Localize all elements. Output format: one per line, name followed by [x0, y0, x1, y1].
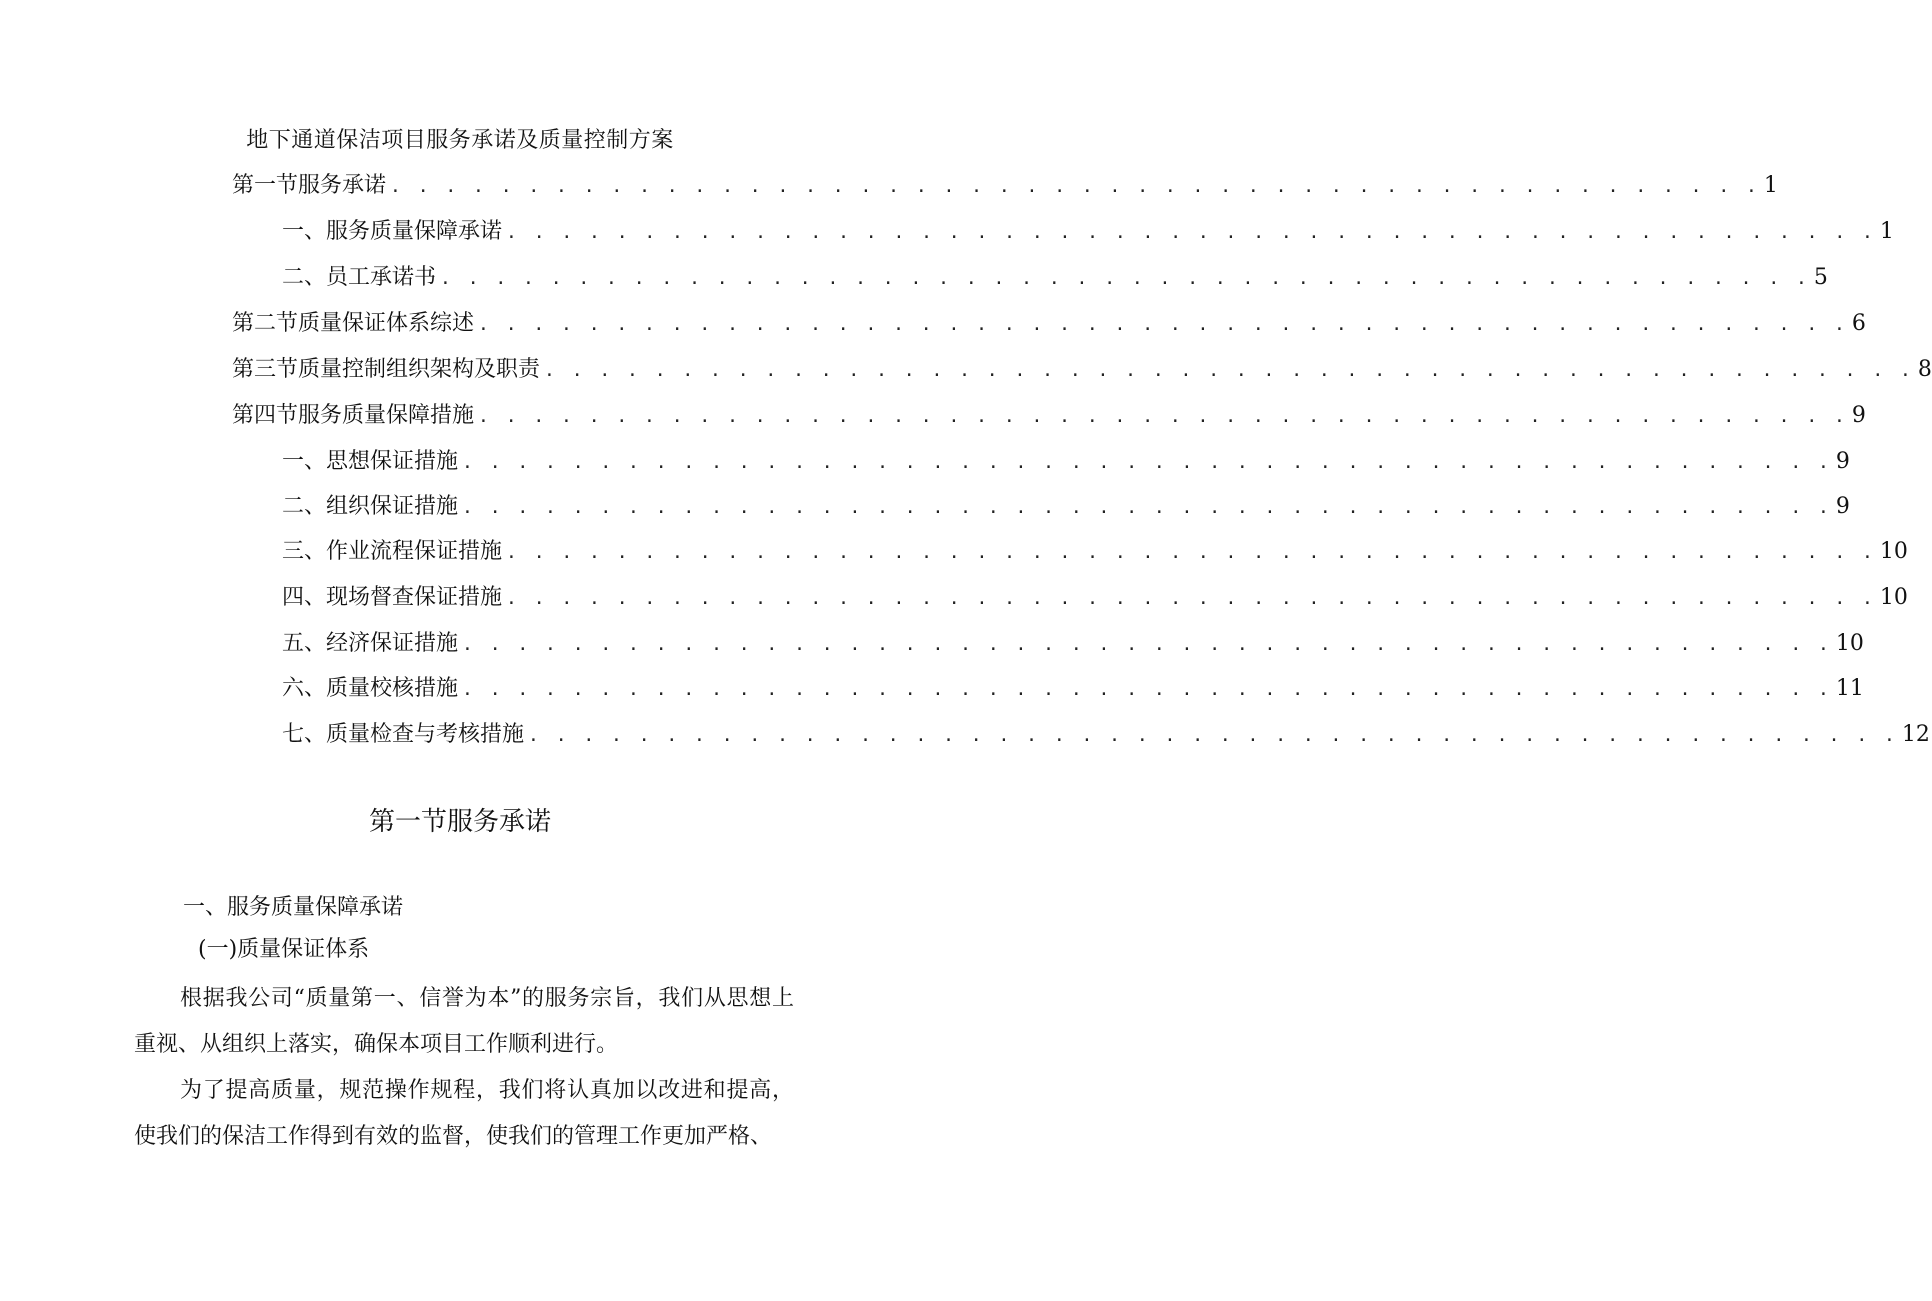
toc-entry[interactable]: [232, 168, 1778, 204]
toc-entry-page: 8: [1917, 357, 1932, 382]
toc-entry-page: 10: [1879, 539, 1908, 564]
toc-entry-page: 6: [1851, 311, 1866, 336]
toc-entry-label: 二、员工承诺书: [282, 265, 437, 290]
body-paragraph: 为了提高质量，规范操作规程，我们将认真加以改进和提高，使我们的保洁工作得到有效的监督，使我们的管理工作更加严格、: [134, 1078, 794, 1149]
toc-entry[interactable]: [282, 214, 1894, 250]
toc-leader-dots: . . . . . . . . . . . . . . . . . . . . . . . . . . . . . . . . . . . . . . . . . . . . . . . . . .: [462, 497, 1832, 518]
toc-entry[interactable]: [232, 398, 1866, 434]
toc-entry[interactable]: [282, 580, 1908, 616]
toc-entry-page: 5: [1813, 265, 1828, 290]
toc-entry-label: 四、现场督查保证措施: [282, 585, 503, 610]
toc-leader-dots: . . . . . . . . . . . . . . . . . . . . . . . . . . . . . . . . . . . . . . . . . . . . . . . . . .: [544, 360, 1914, 381]
body-text: [134, 976, 794, 1160]
toc-entry-page: 1: [1763, 173, 1778, 198]
toc-entry[interactable]: [282, 671, 1864, 707]
body-paragraph: 根据我公司“质量第一、信誉为本”的服务宗旨，我们从思想上重视、从组织上落实，确保本项目工作顺利进行。: [134, 986, 794, 1057]
toc-entry-page: 9: [1851, 403, 1866, 428]
toc-entry-page: 12: [1901, 722, 1930, 747]
toc-leader-dots: . . . . . . . . . . . . . . . . . . . . . . . . . . . . . . . . . . . . . . . . . . . . . . . . . .: [478, 314, 1848, 335]
toc-entry[interactable]: [282, 626, 1864, 662]
toc-leader-dots: . . . . . . . . . . . . . . . . . . . . . . . . . . . . . . . . . . . . . . . . . . . . . . . . . .: [462, 634, 1832, 655]
section-heading: 第一节服务承诺: [368, 807, 551, 837]
toc-leader-dots: . . . . . . . . . . . . . . . . . . . . . . . . . . . . . . . . . . . . . . . . . . . . . . . . . .: [506, 588, 1876, 609]
toc-entry-label: 一、思想保证措施: [282, 449, 459, 474]
toc-entry-label: 一、服务质量保障承诺: [282, 219, 503, 244]
toc-entry-label: 第三节质量控制组织架构及职责: [232, 357, 541, 382]
toc-entry-label: 二、组织保证措施: [282, 494, 459, 519]
subsection-heading: 一、服务质量保障承诺: [183, 895, 404, 920]
toc-entry-page: 9: [1835, 494, 1850, 519]
toc-entry[interactable]: [232, 306, 1866, 342]
toc-entry-label: 五、经济保证措施: [282, 631, 459, 656]
toc-entry-label: 第四节服务质量保障措施: [232, 403, 475, 428]
toc-entry-page: 10: [1835, 631, 1864, 656]
toc-entry-label: 六、质量校核措施: [282, 676, 459, 701]
toc-leader-dots: . . . . . . . . . . . . . . . . . . . . . . . . . . . . . . . . . . . . . . . . . . . . . . . . . .: [462, 452, 1832, 473]
toc-leader-dots: . . . . . . . . . . . . . . . . . . . . . . . . . . . . . . . . . . . . . . . . . . . . . . . . . .: [390, 176, 1760, 197]
toc-entry-page: 11: [1835, 676, 1864, 701]
toc-entry[interactable]: [282, 717, 1930, 753]
toc-entry[interactable]: [282, 534, 1908, 570]
toc-leader-dots: . . . . . . . . . . . . . . . . . . . . . . . . . . . . . . . . . . . . . . . . . . . . . . . . . .: [506, 542, 1876, 563]
document-title: 地下通道保洁项目服务承诺及质量控制方案: [246, 128, 674, 153]
toc-entry-label: 第二节质量保证体系综述: [232, 311, 475, 336]
toc-entry[interactable]: [282, 444, 1850, 480]
toc-entry-page: 10: [1879, 585, 1908, 610]
toc-entry-page: 9: [1835, 449, 1850, 474]
toc-leader-dots: . . . . . . . . . . . . . . . . . . . . . . . . . . . . . . . . . . . . . . . . . . . . . . . . . .: [506, 222, 1876, 243]
toc-leader-dots: . . . . . . . . . . . . . . . . . . . . . . . . . . . . . . . . . . . . . . . . . . . . . . . . . .: [462, 679, 1832, 700]
toc-leader-dots: . . . . . . . . . . . . . . . . . . . . . . . . . . . . . . . . . . . . . . . . . . . . . . . . . .: [440, 268, 1810, 289]
toc-entry-label: 三、作业流程保证措施: [282, 539, 503, 564]
toc-entry-label: 第一节服务承诺: [232, 173, 387, 198]
toc-entry[interactable]: [282, 260, 1828, 296]
toc-leader-dots: . . . . . . . . . . . . . . . . . . . . . . . . . . . . . . . . . . . . . . . . . . . . . . . . . .: [528, 725, 1898, 746]
sub-subsection-heading: (一)质量保证体系: [198, 937, 370, 962]
toc-entry[interactable]: [282, 489, 1850, 525]
toc-entry-label: 七、质量检查与考核措施: [282, 722, 525, 747]
toc-entry[interactable]: [232, 352, 1932, 388]
toc-leader-dots: . . . . . . . . . . . . . . . . . . . . . . . . . . . . . . . . . . . . . . . . . . . . . . . . . .: [478, 406, 1848, 427]
toc-entry-page: 1: [1879, 219, 1894, 244]
